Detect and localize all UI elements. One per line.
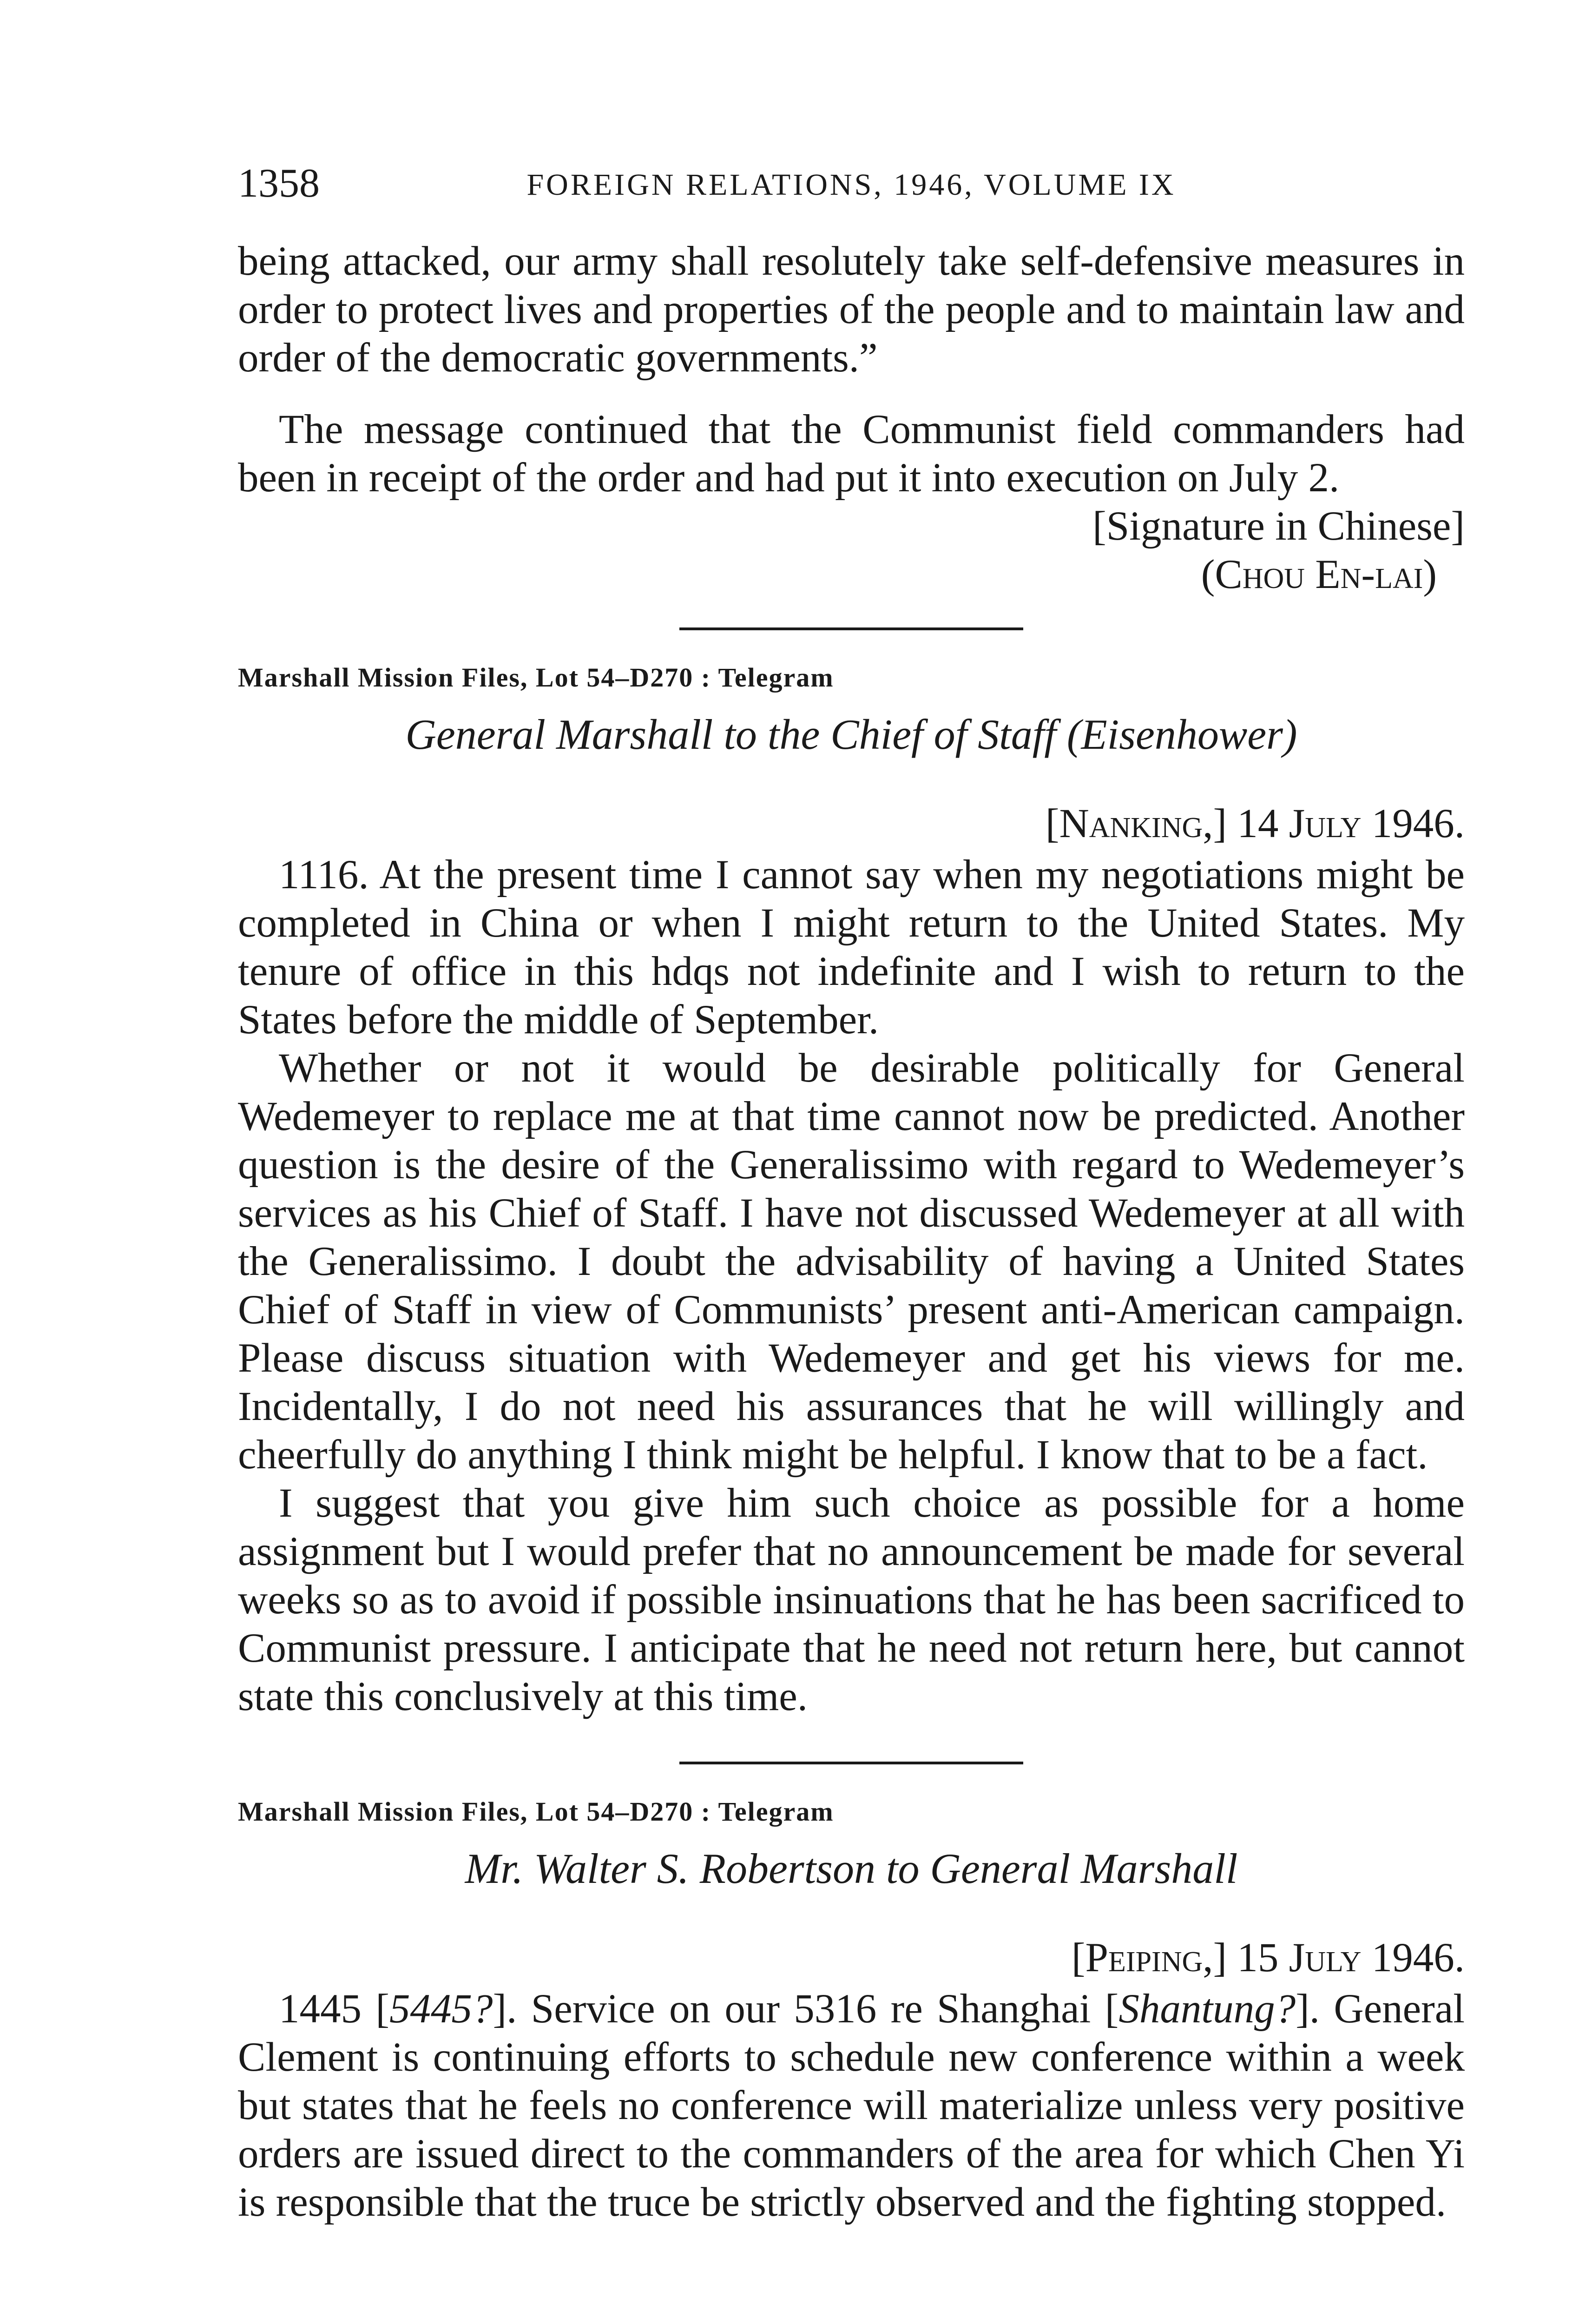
document-title: General Marshall to the Chief of Staff (Eisenhower)	[405, 711, 1297, 758]
text-segment: ]. Service on our 5316 re Shanghai [	[493, 1986, 1119, 2032]
telegram-paragraph: 1116. At the present time I cannot say when my negotiations might be completed in China or when I might return to the United States. My tenure of office in this hdqs not indefinite and I wish to return to the States before the middle of September.	[238, 852, 1465, 1043]
page-header	[238, 158, 1465, 209]
message-paragraph: The message continued that the Communist field commanders had been in receipt of the order and had put it into execution on July 2.	[238, 407, 1465, 501]
signature-note: [Signature in Chinese]	[1092, 503, 1465, 549]
document-source: Marshall Mission Files, Lot 54–D270 : Telegram	[238, 1796, 834, 1827]
editorial-insertion: Shantung?	[1118, 1986, 1296, 2032]
continuation-paragraph: being attacked, our army shall resolutely take self-defensive measures in order to protect lives and properties of the people and to maintain law and order of the democratic governments.”	[238, 238, 1465, 381]
text-segment: 1445 [	[279, 1986, 389, 2032]
telegram-paragraph: I suggest that you give him such choice as possible for a home assignment but I would prefer that no announcement be made for several weeks so as to avoid if possible insinuations that he has been sacrificed to Communist pressure. I anticipate that he need not return here, but cannot state this conclusively at this time.	[238, 1480, 1465, 1719]
signature-name: (Chou En-lai)	[1201, 552, 1437, 597]
document-title: Mr. Walter S. Robertson to General Marshall	[465, 1845, 1238, 1892]
text-segment: ]. General Clement is continuing efforts to schedule new conference within a week but states that he feels no conference will materialize unless very positive orders are issued direct to the commanders of the area for which Chen Yi is responsible that the truce be strictly observed and the fighting stopped.	[238, 1986, 1465, 2225]
telegram-paragraph	[238, 1985, 1465, 2226]
running-head: FOREIGN RELATIONS, 1946, VOLUME IX	[526, 168, 1176, 202]
telegram-paragraph: Whether or not it would be desirable politically for General Wedemeyer to replace me at that time cannot now be predicted. Another question is the desire of the Generalissimo with regard to Wedemeyer’s services as his Chief of Staff. I have not discussed Wedemeyer at all with the Generalissimo. I doubt the advisability of having a United States Chief of Staff in view of Communists’ present anti-American campaign. Please discuss situation with Wedemeyer and get his views for me. Incidentally, I do not need his assurances that he will willingly and cheerfully do anything I think might be helpful. I know that to be a fact.	[238, 1045, 1465, 1478]
dateline: [Peiping,] 15 July 1946.	[1071, 1935, 1465, 1981]
dateline: [Nanking,] 14 July 1946.	[1045, 801, 1465, 846]
page-body	[238, 237, 1465, 2226]
document-source: Marshall Mission Files, Lot 54–D270 : Telegram	[238, 662, 834, 693]
editorial-insertion: 5445?	[389, 1986, 493, 2032]
page-number: 1358	[238, 161, 320, 206]
